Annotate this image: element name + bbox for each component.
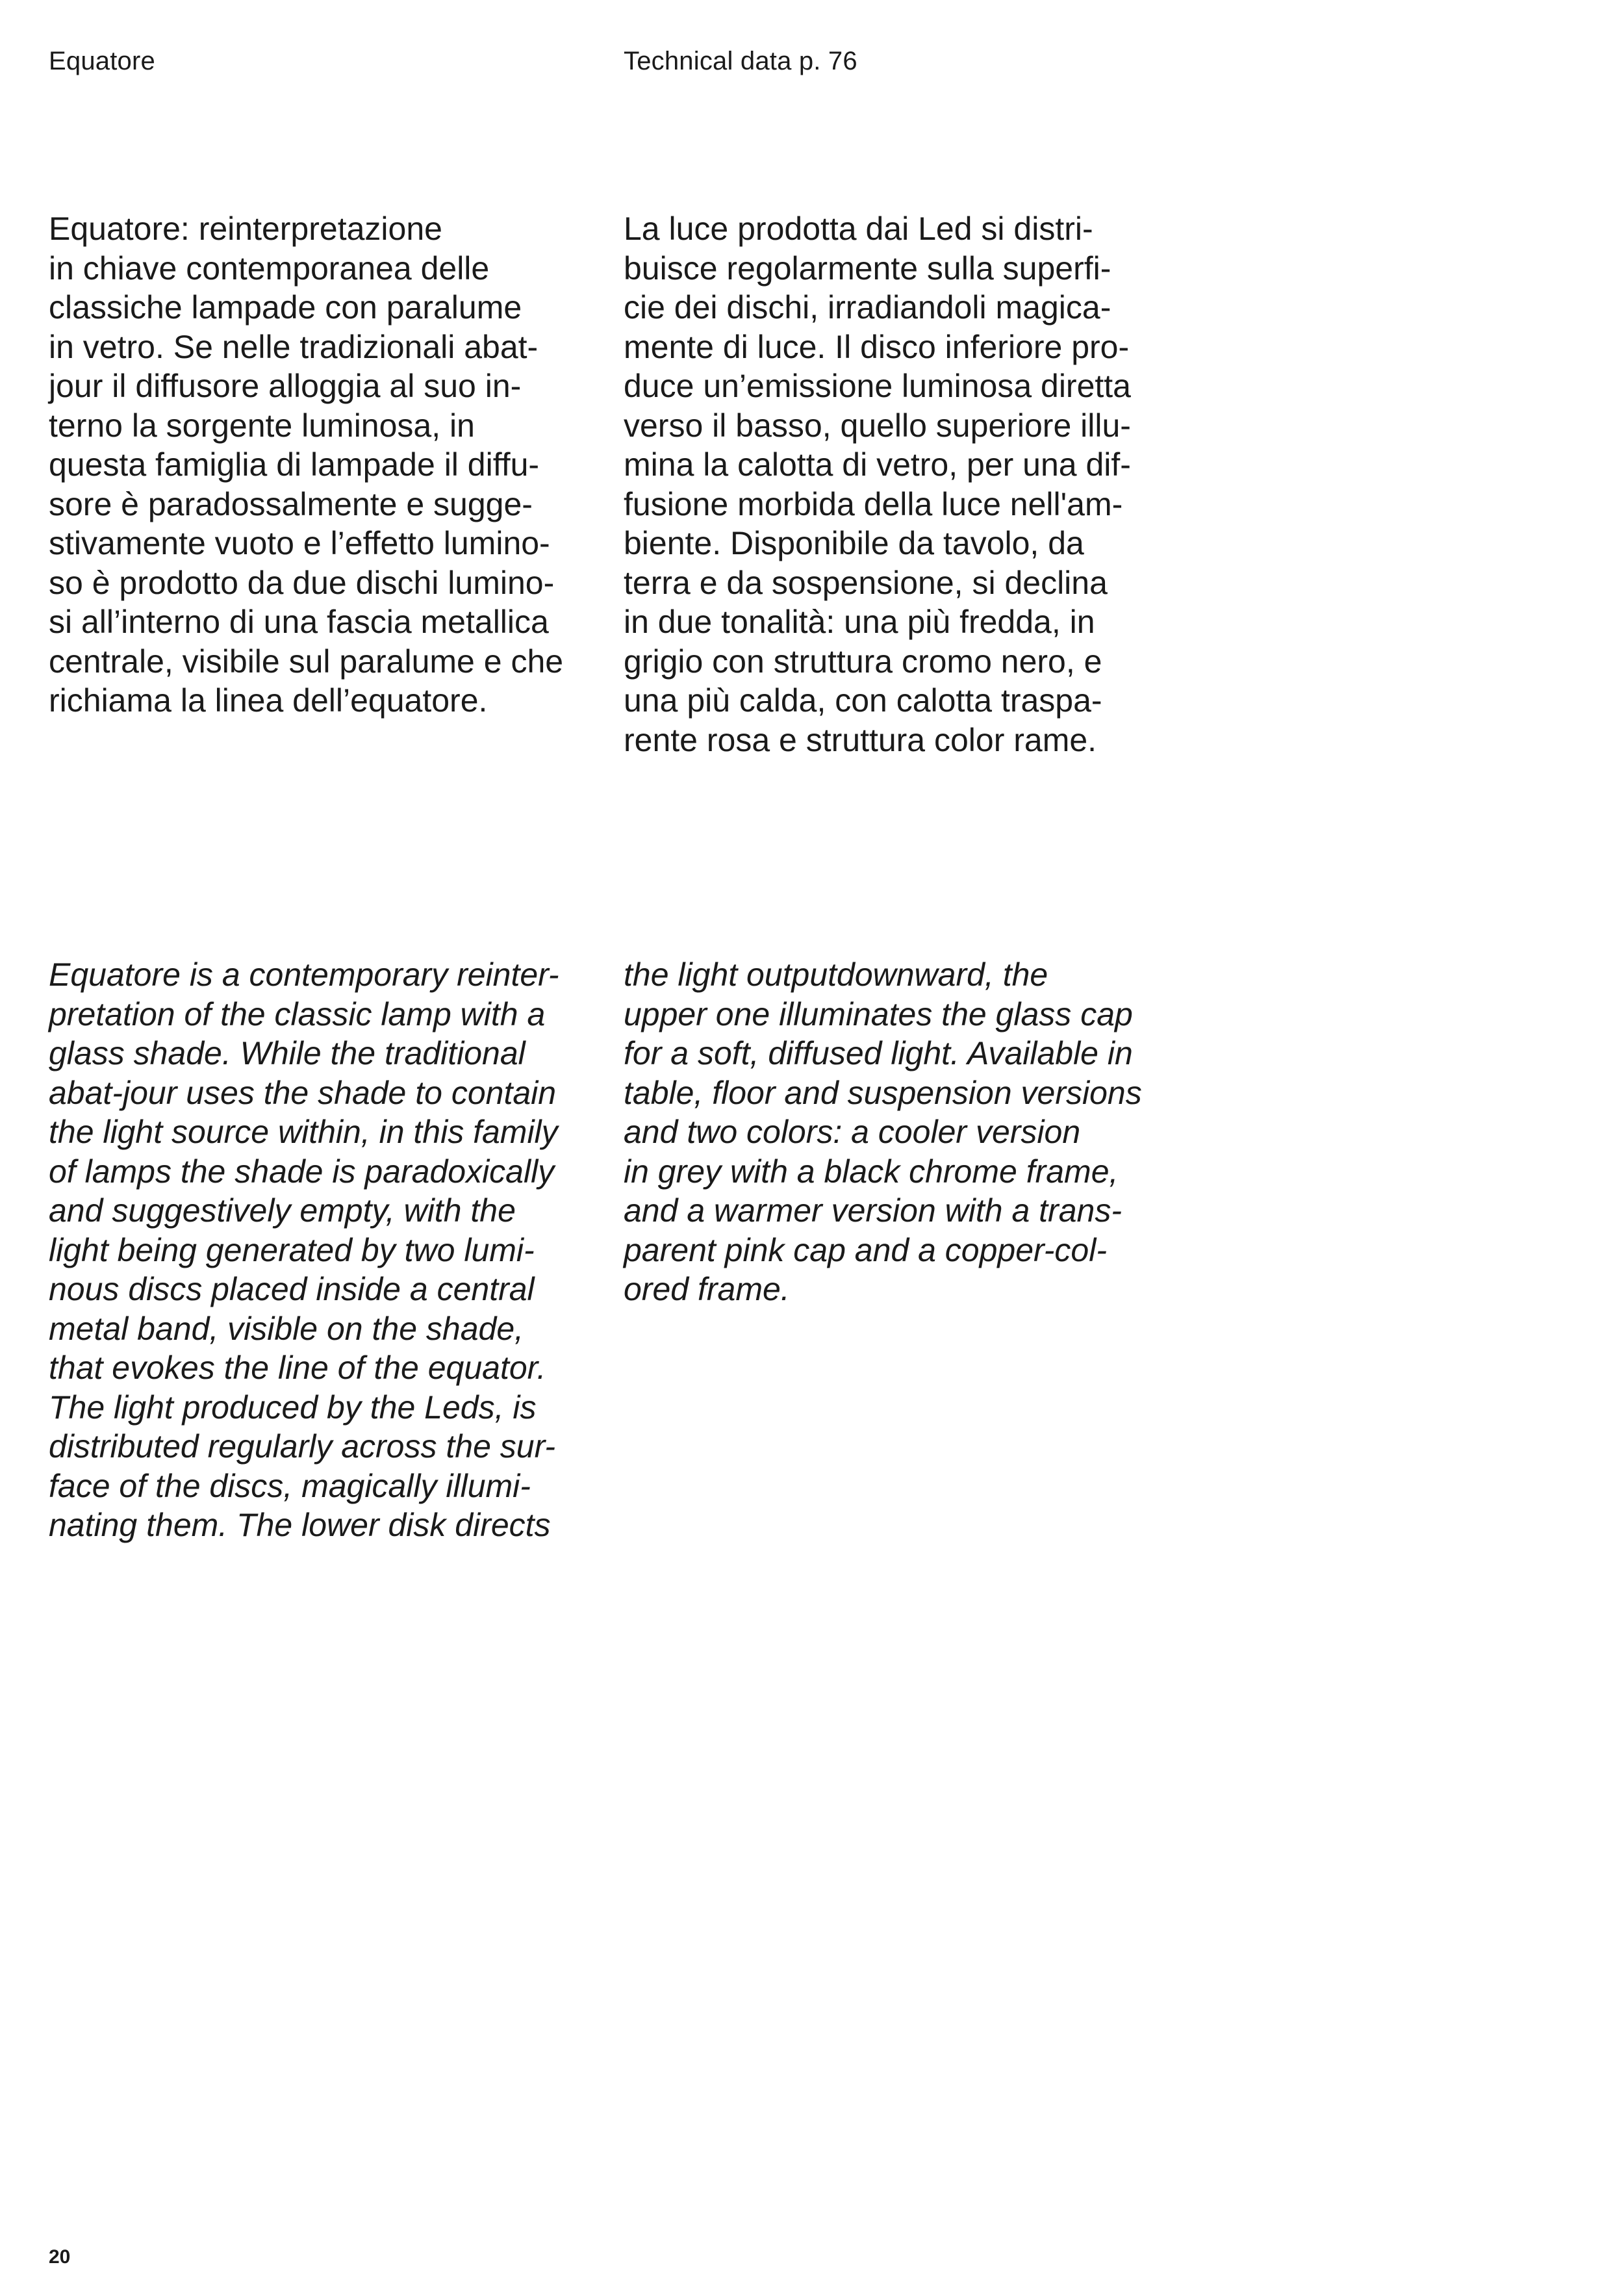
technical-data-reference: Technical data p. 76 xyxy=(624,47,857,75)
italian-text-column-1: Equatore: reinterpretazione in chiave contemporanea delle classiche lampade con paralume in vetro. Se nelle tradizionali abat- jour il diffusore alloggia al suo in- terno la sorgente luminosa, in questa famiglia di lampade il diffu- sore è paradossalmente e sugge- stivamente vuoto e l’effetto lumino- so è prodotto da due dischi lumino- si all’interno di una fascia metallica centrale, visibile sul paralume e che richiama la linea dell’equatore. xyxy=(49,211,564,719)
page-title: Equatore xyxy=(49,47,155,75)
english-text-column-1: Equatore is a contemporary reinter- pretation of the classic lamp with a glass shade. While the traditional abat-jour uses the shade to contain the light source within, in this family of lamps the shade is paradoxically and suggestively empty, with the light being generated by two lumi- nous discs placed inside a central metal band, visible on the shade, that evokes the line of the equator. The light produced by the Leds, is distributed regularly across the sur- face of the discs, magically illumi- nating them. The lower disk directs xyxy=(49,956,559,1543)
english-text-column-2: the light outputdownward, the upper one illuminates the glass cap for a soft, diffused light. Available in table, floor and suspension versions and two colors: a cooler version in grey with a black chrome frame, and a warmer version with a trans- parent pink cap and a copper-col- ored frame. xyxy=(624,956,1142,1307)
page-number: 20 xyxy=(49,2246,71,2268)
italian-text-column-2: La luce prodotta dai Led si distri- buisce regolarmente sulla superfi- cie dei dischi, irradiandoli magica- mente di luce. Il disco inferiore pro- duce un’emissione luminosa diretta verso il basso, quello superiore illu- mina la calotta di vetro, per una dif- fusione morbida della luce nell'am- biente. Disponibile da tavolo, da terra e da sospensione, si declina in due tonalità: una più fredda, in grigio con struttura cromo nero, e una più calda, con calotta traspa- rente rosa e struttura color rame. xyxy=(624,211,1131,758)
